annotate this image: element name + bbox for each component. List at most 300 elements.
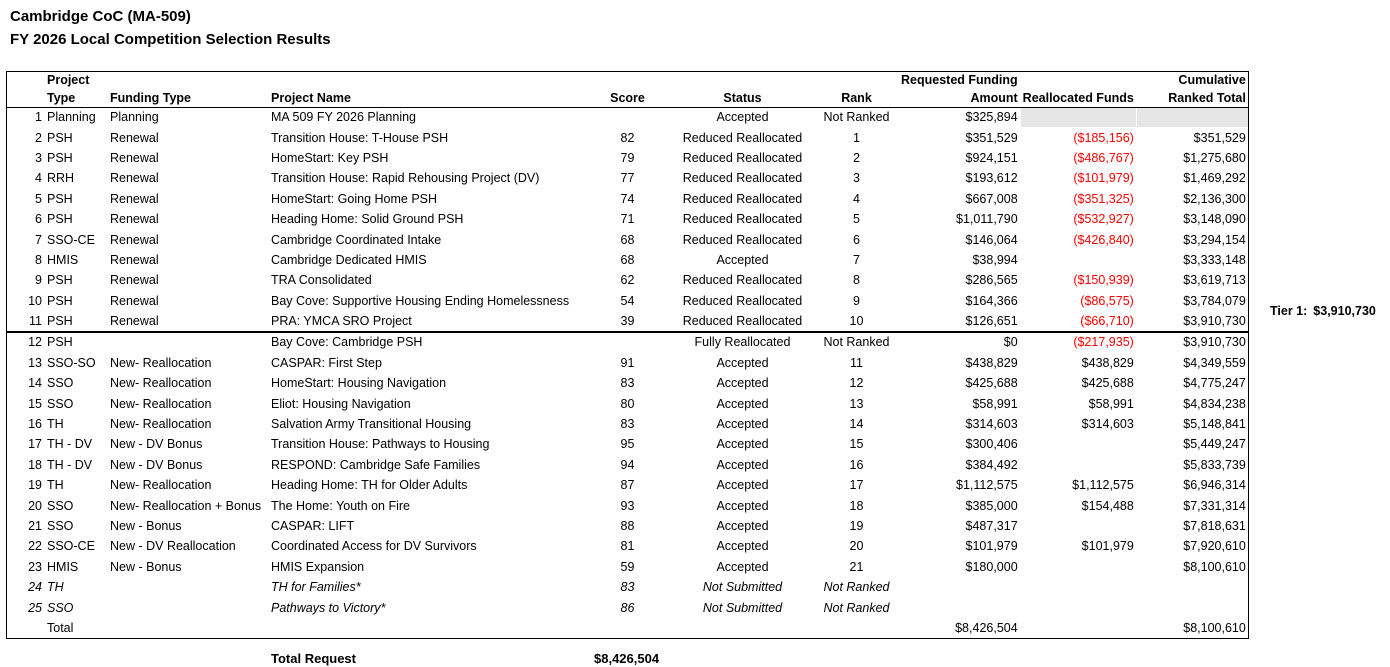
cell-requested: $425,688 (899, 374, 1021, 394)
cell-requested: $180,000 (899, 557, 1021, 577)
cell-requested: $126,651 (899, 311, 1021, 332)
cell-project-name: HomeStart: Key PSH (269, 148, 585, 168)
cell-cumulative: $5,449,247 (1136, 435, 1248, 455)
cell-status: Accepted (671, 496, 815, 516)
cell-project-name: The Home: Youth on Fire (269, 496, 585, 516)
cell-requested: $314,603 (899, 414, 1021, 434)
table-row (7, 557, 1249, 577)
cell-funding-type: Renewal (108, 271, 269, 291)
total-request-label: Total Request (271, 651, 356, 666)
cell-score: 62 (585, 271, 671, 291)
cell-project-type: SSO-CE (45, 537, 108, 557)
cell-funding-type: New - Bonus (108, 557, 269, 577)
row-number: 4 (7, 169, 45, 189)
cell-status: Reduced Reallocated (671, 271, 815, 291)
cell-rank: 11 (815, 353, 899, 373)
cell-rank: 17 (815, 476, 899, 496)
cell-cumulative (1136, 577, 1248, 597)
total-request-value: $8,426,504 (594, 651, 660, 666)
table-row (7, 311, 1249, 332)
cell-score: 79 (585, 148, 671, 168)
cell-reallocated: $154,488 (1020, 496, 1136, 516)
header-row-2 (7, 90, 1249, 108)
cell-score: 77 (585, 169, 671, 189)
cell-status: Accepted (671, 435, 815, 455)
cell-rank: 8 (815, 271, 899, 291)
cell-project-name: Pathways to Victory* (269, 598, 585, 618)
cell-requested: $286,565 (899, 271, 1021, 291)
table-row (7, 435, 1249, 455)
cell-status: Reduced Reallocated (671, 189, 815, 209)
header-funding-type: Funding Type (108, 90, 269, 108)
cell-requested: $300,406 (899, 435, 1021, 455)
row-number: 24 (7, 577, 45, 597)
sheet-subtitle: FY 2026 Local Competition Selection Results (10, 31, 331, 48)
cell-project-name: Heading Home: Solid Ground PSH (269, 209, 585, 229)
cell-score: 94 (585, 455, 671, 475)
cell-rank: Not Ranked (815, 332, 899, 353)
cell-rank: 3 (815, 169, 899, 189)
cell-funding-type: New- Reallocation + Bonus (108, 496, 269, 516)
cell-score: 68 (585, 230, 671, 250)
row-number: 19 (7, 476, 45, 496)
cell-funding-type: New - DV Reallocation (108, 537, 269, 557)
cell-status: Accepted (671, 414, 815, 434)
row-number: 17 (7, 435, 45, 455)
header-cumulative-line1: Cumulative (1136, 72, 1248, 90)
cell-status: Reduced Reallocated (671, 209, 815, 229)
row-number: 16 (7, 414, 45, 434)
cell-project-type: SSO-SO (45, 353, 108, 373)
cell-score: 87 (585, 476, 671, 496)
cell-status: Not Submitted (671, 598, 815, 618)
cell-rank: 9 (815, 291, 899, 311)
row-number: 15 (7, 394, 45, 414)
table-row (7, 148, 1249, 168)
cell-funding-type: Renewal (108, 169, 269, 189)
cell-project-name: Transition House: Rapid Rehousing Project (DV) (269, 169, 585, 189)
cell-reallocated: ($150,939) (1020, 271, 1136, 291)
cell-cumulative: $1,469,292 (1136, 169, 1248, 189)
table-row (7, 455, 1249, 475)
cell-project-type: TH - DV (45, 435, 108, 455)
cell-rank: 15 (815, 435, 899, 455)
cell-project-type: Planning (45, 108, 108, 128)
cell-project-type: TH (45, 476, 108, 496)
row-number: 18 (7, 455, 45, 475)
cell-rank: 10 (815, 311, 899, 332)
cell-status: Accepted (671, 476, 815, 496)
cell-funding-type: Renewal (108, 291, 269, 311)
cell-reallocated (1020, 557, 1136, 577)
cell-rank: 4 (815, 189, 899, 209)
row-number: 11 (7, 311, 45, 332)
cell-reallocated: ($86,575) (1020, 291, 1136, 311)
row-number: 21 (7, 516, 45, 536)
cell-project-name: MA 509 FY 2026 Planning (269, 108, 585, 128)
cell-cumulative: $5,833,739 (1136, 455, 1248, 475)
cell-funding-type: New - DV Bonus (108, 435, 269, 455)
cell-reallocated (1020, 435, 1136, 455)
cell-funding-type: New- Reallocation (108, 353, 269, 373)
cell-status: Reduced Reallocated (671, 230, 815, 250)
row-number: 13 (7, 353, 45, 373)
header-rank: Rank (815, 90, 899, 108)
cell-rank: 7 (815, 250, 899, 270)
row-number: 9 (7, 271, 45, 291)
row-number: 12 (7, 332, 45, 353)
sheet-title: Cambridge CoC (MA-509) (10, 8, 191, 25)
cell-project-type: PSH (45, 291, 108, 311)
cell-rank: 13 (815, 394, 899, 414)
table-row (7, 516, 1249, 536)
tier-1-value: $3,910,730 (1313, 304, 1376, 318)
cell-score: 39 (585, 311, 671, 332)
cell-cumulative: $7,818,631 (1136, 516, 1248, 536)
cell-funding-type (108, 332, 269, 353)
header-project-type-line2: Type (45, 90, 108, 108)
row-number: 22 (7, 537, 45, 557)
cell-requested: $384,492 (899, 455, 1021, 475)
cell-status: Reduced Reallocated (671, 148, 815, 168)
cell-requested: $924,151 (899, 148, 1021, 168)
cell-project-type: SSO (45, 394, 108, 414)
cell-score: 93 (585, 496, 671, 516)
cell-project-name: PRA: YMCA SRO Project (269, 311, 585, 332)
table-row (7, 577, 1249, 597)
cell-requested (899, 598, 1021, 618)
cell-project-type: TH (45, 577, 108, 597)
cell-reallocated (1020, 455, 1136, 475)
table-row (7, 496, 1249, 516)
cell-reallocated: ($532,927) (1020, 209, 1136, 229)
table-row (7, 128, 1249, 148)
cell-funding-type: Renewal (108, 209, 269, 229)
cell-status: Accepted (671, 374, 815, 394)
cell-rank: 1 (815, 128, 899, 148)
cell-status: Accepted (671, 250, 815, 270)
header-row-1 (7, 72, 1249, 90)
table-row (7, 394, 1249, 414)
row-number: 6 (7, 209, 45, 229)
table-row (7, 598, 1249, 618)
cell-requested: $58,991 (899, 394, 1021, 414)
row-number: 5 (7, 189, 45, 209)
cell-project-type: PSH (45, 128, 108, 148)
cell-status: Reduced Reallocated (671, 291, 815, 311)
cell-rank: Not Ranked (815, 577, 899, 597)
cell-score: 91 (585, 353, 671, 373)
cell-cumulative: $3,784,079 (1136, 291, 1248, 311)
cell-reallocated: $438,829 (1020, 353, 1136, 373)
row-number: 23 (7, 557, 45, 577)
cell-requested: $438,829 (899, 353, 1021, 373)
cell-funding-type: Renewal (108, 311, 269, 332)
cell-project-name: HomeStart: Going Home PSH (269, 189, 585, 209)
cell-cumulative: $7,920,610 (1136, 537, 1248, 557)
cell-cumulative: $4,349,559 (1136, 353, 1248, 373)
tier-1-label: Tier 1: (1270, 304, 1308, 318)
table-row (7, 291, 1249, 311)
cell-reallocated (1020, 516, 1136, 536)
cell-score: 68 (585, 250, 671, 270)
row-number: 2 (7, 128, 45, 148)
cell-cumulative: $6,946,314 (1136, 476, 1248, 496)
cell-reallocated (1020, 577, 1136, 597)
cell-funding-type: Renewal (108, 128, 269, 148)
cell-cumulative: $3,910,730 (1136, 311, 1248, 332)
cell-project-name: CASPAR: First Step (269, 353, 585, 373)
cell-status: Reduced Reallocated (671, 169, 815, 189)
cell-project-name: HMIS Expansion (269, 557, 585, 577)
cell-project-type: RRH (45, 169, 108, 189)
cell-funding-type: New- Reallocation (108, 394, 269, 414)
cell-project-type: PSH (45, 271, 108, 291)
cell-cumulative: $3,294,154 (1136, 230, 1248, 250)
cell-funding-type: Renewal (108, 250, 269, 270)
cell-requested: $1,112,575 (899, 476, 1021, 496)
cell-project-name: Transition House: Pathways to Housing (269, 435, 585, 455)
header-cumulative-line2: Ranked Total (1136, 90, 1248, 108)
cell-reallocated (1020, 598, 1136, 618)
row-number: 10 (7, 291, 45, 311)
cell-project-name: Salvation Army Transitional Housing (269, 414, 585, 434)
cell-project-type: PSH (45, 189, 108, 209)
row-number: 3 (7, 148, 45, 168)
cell-requested: $193,612 (899, 169, 1021, 189)
cell-funding-type (108, 598, 269, 618)
cell-requested: $164,366 (899, 291, 1021, 311)
totals-requested: $8,426,504 (899, 618, 1021, 638)
cell-funding-type: New- Reallocation (108, 476, 269, 496)
cell-project-type: TH - DV (45, 455, 108, 475)
cell-rank: 2 (815, 148, 899, 168)
cell-reallocated: ($217,935) (1020, 332, 1136, 353)
cell-rank: 6 (815, 230, 899, 250)
table-row (7, 271, 1249, 291)
table-row (7, 250, 1249, 270)
cell-project-type: PSH (45, 311, 108, 332)
cell-score: 74 (585, 189, 671, 209)
cell-funding-type: Planning (108, 108, 269, 128)
cell-project-name: Transition House: T-House PSH (269, 128, 585, 148)
cell-requested: $385,000 (899, 496, 1021, 516)
header-status: Status (671, 90, 815, 108)
cell-cumulative: $4,834,238 (1136, 394, 1248, 414)
cell-score: 88 (585, 516, 671, 536)
table-row (7, 414, 1249, 434)
header-project-type-line1: Project (45, 72, 108, 90)
cell-requested: $0 (899, 332, 1021, 353)
cell-status: Not Submitted (671, 577, 815, 597)
cell-project-type: SSO-CE (45, 230, 108, 250)
cell-project-name: RESPOND: Cambridge Safe Families (269, 455, 585, 475)
cell-requested (899, 577, 1021, 597)
cell-rank: 5 (815, 209, 899, 229)
cell-status: Fully Reallocated (671, 332, 815, 353)
cell-reallocated: ($351,325) (1020, 189, 1136, 209)
cell-funding-type: New- Reallocation (108, 374, 269, 394)
totals-row (7, 618, 1249, 638)
cell-reallocated: $1,112,575 (1020, 476, 1136, 496)
cell-reallocated (1020, 250, 1136, 270)
table-row (7, 476, 1249, 496)
cell-rank: 16 (815, 455, 899, 475)
cell-requested: $1,011,790 (899, 209, 1021, 229)
cell-project-name: CASPAR: LIFT (269, 516, 585, 536)
cell-status: Accepted (671, 557, 815, 577)
cell-rank: Not Ranked (815, 108, 899, 128)
cell-score: 86 (585, 598, 671, 618)
table-row (7, 108, 1249, 128)
cell-project-name: Heading Home: TH for Older Adults (269, 476, 585, 496)
cell-score: 82 (585, 128, 671, 148)
cell-project-name: Bay Cove: Cambridge PSH (269, 332, 585, 353)
cell-requested: $487,317 (899, 516, 1021, 536)
cell-cumulative: $8,100,610 (1136, 557, 1248, 577)
cell-status: Accepted (671, 455, 815, 475)
cell-project-name: TH for Families* (269, 577, 585, 597)
cell-score: 95 (585, 435, 671, 455)
cell-status: Accepted (671, 353, 815, 373)
cell-funding-type: Renewal (108, 189, 269, 209)
cell-score (585, 332, 671, 353)
cell-score: 83 (585, 374, 671, 394)
header-requested-line2: Amount (899, 90, 1021, 108)
cell-cumulative: $5,148,841 (1136, 414, 1248, 434)
cell-requested: $325,894 (899, 108, 1021, 128)
cell-score: 71 (585, 209, 671, 229)
cell-score: 80 (585, 394, 671, 414)
cell-cumulative (1136, 598, 1248, 618)
header-reallocated: Reallocated Funds (1020, 90, 1136, 108)
cell-reallocated: ($66,710) (1020, 311, 1136, 332)
header-requested-line1: Requested Funding (899, 72, 1021, 90)
cell-requested: $351,529 (899, 128, 1021, 148)
cell-score: 81 (585, 537, 671, 557)
cell-cumulative: $351,529 (1136, 128, 1248, 148)
cell-rank: Not Ranked (815, 598, 899, 618)
cell-cumulative: $3,333,148 (1136, 250, 1248, 270)
table-row (7, 209, 1249, 229)
table-row (7, 353, 1249, 373)
cell-reallocated: ($101,979) (1020, 169, 1136, 189)
cell-funding-type: New - DV Bonus (108, 455, 269, 475)
cell-requested: $146,064 (899, 230, 1021, 250)
cell-cumulative: $3,148,090 (1136, 209, 1248, 229)
cell-project-name: Eliot: Housing Navigation (269, 394, 585, 414)
header-project-name: Project Name (269, 90, 585, 108)
cell-project-name: Bay Cove: Supportive Housing Ending Homelessness (269, 291, 585, 311)
cell-score (585, 108, 671, 128)
table-row (7, 374, 1249, 394)
cell-reallocated: $425,688 (1020, 374, 1136, 394)
cell-project-name: TRA Consolidated (269, 271, 585, 291)
cell-status: Reduced Reallocated (671, 128, 815, 148)
cell-cumulative: $3,619,713 (1136, 271, 1248, 291)
row-number: 8 (7, 250, 45, 270)
cell-rank: 20 (815, 537, 899, 557)
cell-project-type: SSO (45, 374, 108, 394)
row-number: 20 (7, 496, 45, 516)
cell-cumulative: $7,331,314 (1136, 496, 1248, 516)
selection-results-table (6, 71, 1249, 639)
cell-project-type: HMIS (45, 250, 108, 270)
cell-rank: 19 (815, 516, 899, 536)
row-number: 7 (7, 230, 45, 250)
cell-reallocated: ($426,840) (1020, 230, 1136, 250)
table-row (7, 332, 1249, 353)
cell-reallocated: $58,991 (1020, 394, 1136, 414)
totals-label: Total (45, 618, 108, 638)
cell-rank: 12 (815, 374, 899, 394)
table-row (7, 230, 1249, 250)
cell-funding-type: Renewal (108, 230, 269, 250)
cell-status: Reduced Reallocated (671, 311, 815, 332)
cell-score: 83 (585, 414, 671, 434)
header-score: Score (585, 90, 671, 108)
row-number: 1 (7, 108, 45, 128)
cell-requested: $667,008 (899, 189, 1021, 209)
cell-project-type: SSO (45, 516, 108, 536)
cell-project-type: PSH (45, 148, 108, 168)
cell-reallocated: $314,603 (1020, 414, 1136, 434)
tier-1-summary (1270, 304, 1376, 318)
cell-reallocated: $101,979 (1020, 537, 1136, 557)
cell-status: Accepted (671, 108, 815, 128)
cell-rank: 21 (815, 557, 899, 577)
cell-rank: 14 (815, 414, 899, 434)
cell-project-name: Cambridge Coordinated Intake (269, 230, 585, 250)
cell-project-type: SSO (45, 598, 108, 618)
cell-status: Accepted (671, 394, 815, 414)
cell-requested: $101,979 (899, 537, 1021, 557)
table-row (7, 169, 1249, 189)
cell-reallocated: ($185,156) (1020, 128, 1136, 148)
cell-funding-type: New- Reallocation (108, 414, 269, 434)
cell-project-name: Cambridge Dedicated HMIS (269, 250, 585, 270)
table-row (7, 189, 1249, 209)
cell-project-type: PSH (45, 209, 108, 229)
totals-cumulative: $8,100,610 (1136, 618, 1248, 638)
cell-project-name: Coordinated Access for DV Survivors (269, 537, 585, 557)
cell-score: 54 (585, 291, 671, 311)
cell-project-name: HomeStart: Housing Navigation (269, 374, 585, 394)
cell-status: Accepted (671, 537, 815, 557)
cell-reallocated: ($486,767) (1020, 148, 1136, 168)
cell-score: 59 (585, 557, 671, 577)
row-number: 25 (7, 598, 45, 618)
cell-cumulative: $3,910,730 (1136, 332, 1248, 353)
table-body (7, 108, 1249, 619)
cell-project-type: TH (45, 414, 108, 434)
cell-funding-type: New - Bonus (108, 516, 269, 536)
cell-rank: 18 (815, 496, 899, 516)
cell-funding-type: Renewal (108, 148, 269, 168)
cell-project-type: PSH (45, 332, 108, 353)
cell-score: 83 (585, 577, 671, 597)
cell-funding-type (108, 577, 269, 597)
cell-requested: $38,994 (899, 250, 1021, 270)
cell-cumulative: $1,275,680 (1136, 148, 1248, 168)
row-number: 14 (7, 374, 45, 394)
cell-status: Accepted (671, 516, 815, 536)
cell-reallocated (1020, 108, 1136, 128)
cell-cumulative: $4,775,247 (1136, 374, 1248, 394)
cell-cumulative (1136, 108, 1248, 128)
cell-cumulative: $2,136,300 (1136, 189, 1248, 209)
cell-project-type: SSO (45, 496, 108, 516)
